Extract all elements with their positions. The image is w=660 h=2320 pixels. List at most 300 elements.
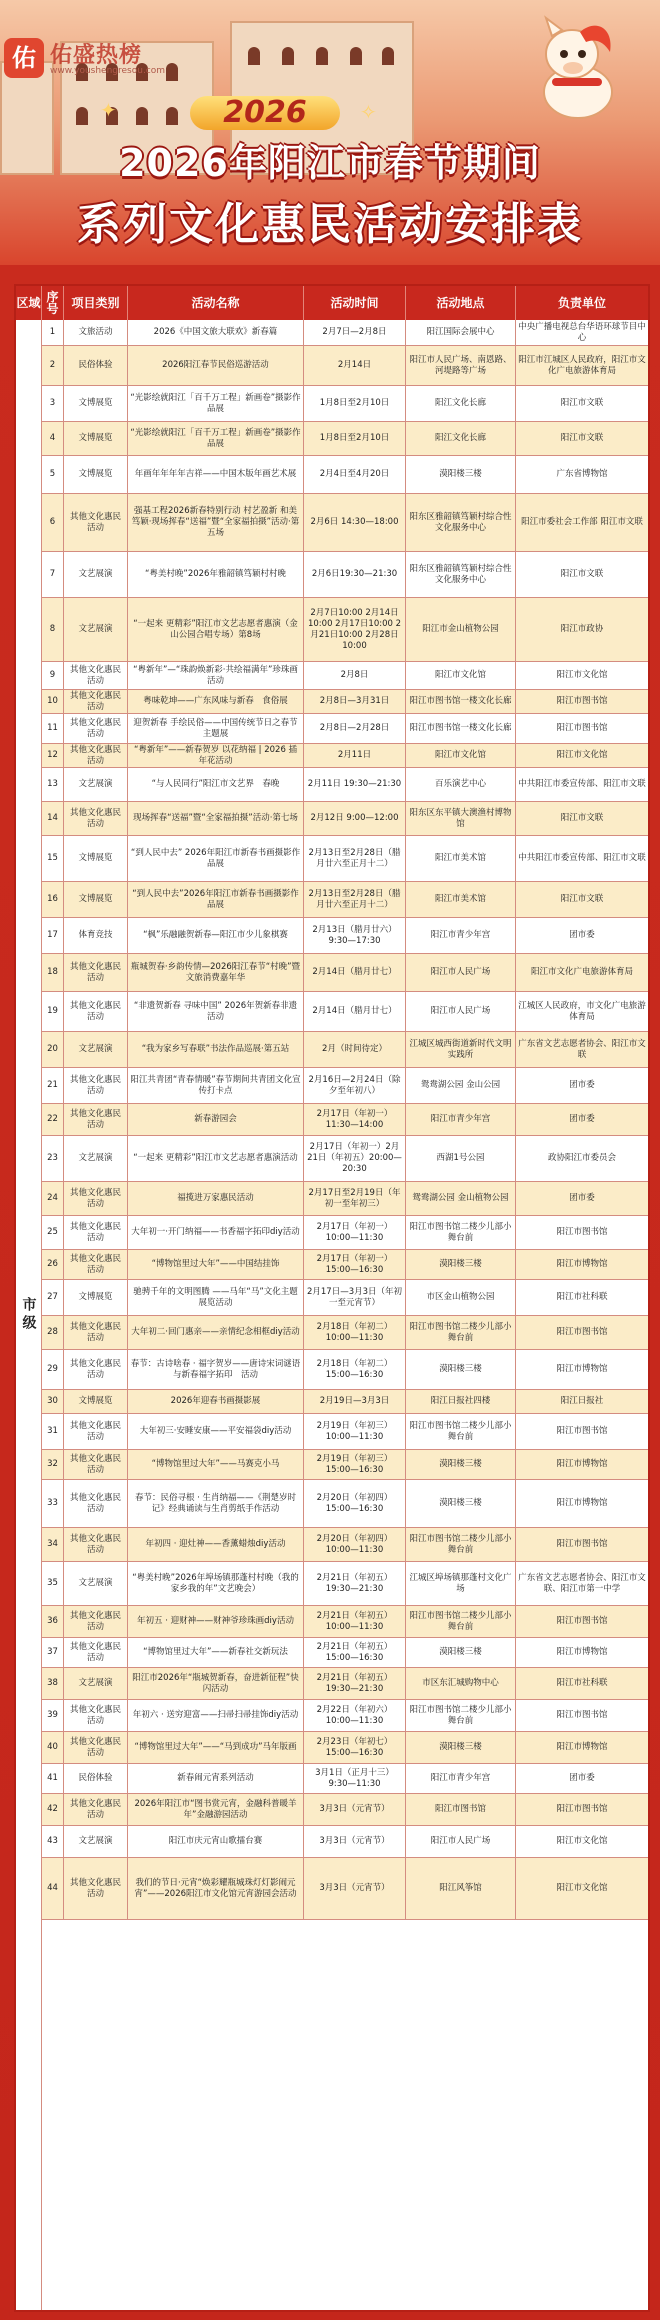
row-name: 阳江市2026年“瓶城贺新春，奋进新征程”快闪活动 [128, 1668, 304, 1699]
table-row [42, 1068, 648, 1104]
table-row [42, 1606, 648, 1638]
row-time: 2月（时间待定） [304, 1032, 406, 1067]
row-unit: 广东省文艺志愿者协会、阳江市文联 [518, 1038, 646, 1060]
row-no: 16 [42, 882, 64, 917]
table-row [42, 494, 648, 552]
row-name: 强基工程2026新春特别行动 村艺盈新 和美笃颖·现场挥春“送福”暨“全家福拍摄”活动·第五场 [128, 494, 304, 551]
row-unit: 阳江日报社 [560, 1396, 604, 1406]
row-unit: 阳江市图书馆 [556, 1616, 608, 1626]
row-name: 大年初一·开门纳福——书香福字拓印diy活动 [128, 1216, 304, 1249]
row-type: 文艺展演 [64, 1032, 128, 1067]
table-body [16, 320, 648, 2310]
row-type: 文博展览 [64, 882, 128, 917]
row-no: 23 [42, 1136, 64, 1181]
table-row [42, 954, 648, 992]
row-name: “与人民同行”阳江市文艺界 春晚 [128, 768, 304, 801]
table-row [42, 1668, 648, 1700]
row-type: 其他文化惠民活动 [64, 1480, 128, 1527]
row-name: 新春闹元宵系列活动 [128, 1764, 304, 1793]
row-type: 其他文化惠民活动 [64, 1794, 128, 1825]
row-type: 文艺展演 [64, 1826, 128, 1857]
year-badge: 2026 [190, 96, 340, 130]
row-unit: 阳江市文化馆 [556, 750, 608, 760]
row-name: “光影绘就阳江「百千万工程」新画卷”摄影作品展 [128, 386, 304, 421]
row-type: 其他文化惠民活动 [64, 954, 128, 991]
row-place: 阳江市美术馆 [406, 882, 516, 917]
row-place: 鸳鸯湖公园 金山公园 [406, 1068, 516, 1103]
row-unit: 阳江市委社会工作部 阳江市文联 [521, 517, 643, 527]
row-name: “一起来 更精彩”阳江市文艺志愿者惠演活动 [128, 1136, 304, 1181]
row-place: 阳江市青少年宫 [406, 918, 516, 953]
table-row [42, 1638, 648, 1668]
row-unit: 阳江市文化馆 [556, 1836, 608, 1846]
row-no: 20 [42, 1032, 64, 1067]
row-place: 阳江日报社四楼 [406, 1390, 516, 1413]
row-unit: 团市委 [569, 1114, 595, 1124]
row-no: 15 [42, 836, 64, 881]
row-type: 其他文化惠民活动 [64, 714, 128, 743]
table-row [42, 744, 648, 768]
row-no: 38 [42, 1668, 64, 1699]
row-place: 江城区埠场镇那蓬村文化广场 [406, 1562, 516, 1605]
page-title: 2026年阳江市春节期间 [119, 141, 541, 185]
row-time: 2月19日—3月3日 [304, 1390, 406, 1413]
row-no: 43 [42, 1826, 64, 1857]
table-row [42, 802, 648, 836]
row-name: 春节：民俗寻根 · 生肖纳福——《荆楚岁时记》经典诵读与生肖剪纸手作活动 [128, 1480, 304, 1527]
row-place: 阳江市人民广场 [406, 954, 516, 991]
row-place: 漠阳楼三楼 [406, 1638, 516, 1667]
row-place: 漠阳楼三楼 [406, 1350, 516, 1389]
row-name: “一起来 更精彩”阳江市文艺志愿者惠演（金山公园合唱专场）第8场 [128, 598, 304, 661]
row-place: 市区金山植物公园 [406, 1280, 516, 1315]
row-unit: 阳江市博物馆 [556, 1459, 608, 1469]
row-type: 其他文化惠民活动 [64, 744, 128, 767]
row-type: 文博展览 [64, 836, 128, 881]
row-time: 3月1日（正月十三）9:30—11:30 [304, 1764, 406, 1793]
row-place: 阳江市图书馆二楼少儿部小舞台前 [406, 1414, 516, 1449]
sparkle-icon: ✦ [100, 98, 117, 122]
row-place: 阳江市人民广场、南恩路、河堤路等广场 [406, 346, 516, 385]
row-place: 阳江市图书馆二楼少儿部小舞台前 [406, 1316, 516, 1349]
table-row [42, 456, 648, 494]
row-place: 漠阳楼三楼 [406, 456, 516, 493]
row-place: 阳江市美术馆 [406, 836, 516, 881]
table-row [42, 1032, 648, 1068]
row-unit: 阳江市社科联 [556, 1292, 608, 1302]
row-unit: 阳江市文化馆 [556, 670, 608, 680]
row-no: 25 [42, 1216, 64, 1249]
row-name: “非遗贺新春 寻味中国” 2026年贺新春非遗活动 [128, 992, 304, 1031]
row-no: 37 [42, 1638, 64, 1667]
row-no: 14 [42, 802, 64, 835]
row-name: 大年初三·安睡安康——平安福袋diy活动 [128, 1414, 304, 1449]
row-time: 2月17日（年初一）10:00—11:30 [304, 1216, 406, 1249]
row-unit: 阳江市博物馆 [556, 1259, 608, 1269]
row-no: 34 [42, 1528, 64, 1561]
row-no: 5 [42, 456, 64, 493]
row-time: 2月7日10:00 2月14日10:00 2月17日10:00 2月21日10:00 2月28日10:00 [304, 598, 406, 661]
row-no: 12 [42, 744, 64, 767]
table-row [42, 1350, 648, 1390]
row-unit: 江城区人民政府，市文化广电旅游体育局 [518, 1000, 646, 1022]
row-unit: 阳江市图书馆 [556, 723, 608, 733]
row-place: 阳江市图书馆 [406, 1794, 516, 1825]
row-unit: 阳江市江城区人民政府，阳江市文化广电旅游体育局 [518, 354, 646, 376]
row-no: 41 [42, 1764, 64, 1793]
row-time: 2月14日 [304, 346, 406, 385]
row-type: 其他文化惠民活动 [64, 1350, 128, 1389]
row-type: 其他文化惠民活动 [64, 1182, 128, 1215]
row-time: 2月20日（年初四）10:00—11:30 [304, 1528, 406, 1561]
logo-text: 佑盛热榜 [50, 43, 143, 68]
row-no: 27 [42, 1280, 64, 1315]
row-name: 2026阳江春节民俗巡游活动 [128, 346, 304, 385]
row-type: 文博展览 [64, 456, 128, 493]
table-row [42, 1104, 648, 1136]
table-row [42, 598, 648, 662]
row-type: 文艺展演 [64, 598, 128, 661]
row-no: 36 [42, 1606, 64, 1637]
row-time: 2月23日（年初七）15:00—16:30 [304, 1732, 406, 1763]
row-no: 44 [42, 1858, 64, 1919]
row-place: 阳江国际会展中心 [406, 320, 516, 345]
row-no: 11 [42, 714, 64, 743]
row-place: 阳江市图书馆二楼少儿部小舞台前 [406, 1700, 516, 1731]
row-time: 2月21日（年初五）10:00—11:30 [304, 1606, 406, 1637]
row-place: 阳东区东平镇大澳渔村博物馆 [406, 802, 516, 835]
row-no: 33 [42, 1480, 64, 1527]
row-no: 4 [42, 422, 64, 455]
row-type: 文艺展演 [64, 1136, 128, 1181]
row-name: 福揽进万家惠民活动 [128, 1182, 304, 1215]
row-type: 其他文化惠民活动 [64, 690, 128, 713]
logo-url: www.youshengresou.com [50, 66, 166, 76]
table-row [42, 1316, 648, 1350]
table-row [42, 1390, 648, 1414]
row-type: 文艺展演 [64, 1562, 128, 1605]
table-row [42, 1562, 648, 1606]
row-type: 其他文化惠民活动 [64, 802, 128, 835]
header-unit: 负责单位 [557, 296, 606, 310]
row-name: 现场挥春“送福”暨“全家福拍摄”活动·第七场 [128, 802, 304, 835]
row-no: 31 [42, 1414, 64, 1449]
header-place: 活动地点 [406, 286, 516, 320]
row-time: 3月3日（元宵节） [304, 1794, 406, 1825]
row-unit: 阳江市博物馆 [556, 1498, 608, 1508]
row-unit: 阳江市图书馆 [556, 1804, 608, 1814]
row-unit: 阳江市图书馆 [556, 1426, 608, 1436]
row-no: 30 [42, 1390, 64, 1413]
row-unit: 阳江市博物馆 [556, 1364, 608, 1374]
row-unit: 团市委 [569, 1080, 595, 1090]
row-time: 2月4日至4月20日 [304, 456, 406, 493]
row-name: 新春游园会 [128, 1104, 304, 1135]
row-name: 迎贺新春 手绘民俗——中国传统节日之春节主题展 [128, 714, 304, 743]
row-type: 文博展览 [64, 1280, 128, 1315]
row-name: “到人民中去” 2026年阳江市新春书画摄影作品展 [128, 836, 304, 881]
schedule-table [14, 284, 650, 2312]
row-name: “枫”乐融融贺新春—阳江市少儿象棋赛 [128, 918, 304, 953]
row-unit: 阳江市文联 [560, 398, 604, 408]
row-time: 3月3日（元宵节） [304, 1858, 406, 1919]
row-type: 其他文化惠民活动 [64, 494, 128, 551]
table-row [42, 918, 648, 954]
table-row [42, 882, 648, 918]
table-row [42, 1250, 648, 1280]
row-name: “到人民中去”2026年阳江市新春书画摄影作品展 [128, 882, 304, 917]
header-banner [0, 0, 660, 265]
sparkle-icon: ✧ [360, 100, 377, 124]
row-place: 阳江市图书馆一楼文化长廊 [406, 714, 516, 743]
row-unit: 政协阳江市委员会 [547, 1153, 616, 1163]
row-place: 阳江文化长廊 [406, 386, 516, 421]
row-name: “博物馆里过大年”——中国结挂饰 [128, 1250, 304, 1279]
row-time: 2月21日（年初五）19:30—21:30 [304, 1562, 406, 1605]
table-row [42, 1764, 648, 1794]
table-row [42, 1450, 648, 1480]
table-row [42, 552, 648, 598]
row-no: 35 [42, 1562, 64, 1605]
row-type: 文旅活动 [64, 320, 128, 345]
row-place: 阳江市图书馆二楼少儿部小舞台前 [406, 1528, 516, 1561]
row-no: 3 [42, 386, 64, 421]
row-no: 40 [42, 1732, 64, 1763]
header-type: 项目类别 [64, 286, 128, 320]
table-row [42, 1480, 648, 1528]
row-place: 阳江市人民广场 [406, 1826, 516, 1857]
row-place: 阳江文化长廊 [406, 422, 516, 455]
row-type: 其他文化惠民活动 [64, 1732, 128, 1763]
row-name: “粤美村晚”2026年埠场镇那蓬村村晚（我的家乡我的年”文艺晚会） [128, 1562, 304, 1605]
row-unit: 阳江市图书馆 [556, 1227, 608, 1237]
row-time: 2月11日 19:30—21:30 [304, 768, 406, 801]
table-header [16, 286, 648, 320]
table-row [42, 1182, 648, 1216]
row-name: 大年初二·回门惠亲——亲情纪念相框diy活动 [128, 1316, 304, 1349]
row-unit: 阳江市文联 [560, 433, 604, 443]
row-unit: 中共阳江市委宣传部、阳江市文联 [518, 779, 646, 789]
row-unit: 阳江市文化广电旅游体育局 [530, 967, 633, 977]
row-place: 阳东区雅韶镇笃颖村综合性文化服务中心 [406, 494, 516, 551]
row-no: 32 [42, 1450, 64, 1479]
row-time: 3月3日（元宵节） [304, 1826, 406, 1857]
row-time: 2月8日—2月28日 [304, 714, 406, 743]
table-row [42, 836, 648, 882]
row-place: 漠阳楼三楼 [406, 1450, 516, 1479]
table-row [42, 1826, 648, 1858]
header-region: 区域 [16, 286, 42, 320]
row-no: 7 [42, 552, 64, 597]
row-name: “粤美村晚”2026年雅韶镇笃颖村村晚 [128, 552, 304, 597]
row-name: “我为家乡写春联”书法作品巡展·第五站 [128, 1032, 304, 1067]
row-time: 2月8日 [304, 662, 406, 689]
row-unit: 广东省文艺志愿者协会、阳江市文联、阳江市第一中学 [518, 1572, 646, 1594]
row-no: 18 [42, 954, 64, 991]
row-time: 2月13日至2月28日（腊月廿六至正月十二） [304, 882, 406, 917]
row-no: 1 [42, 320, 64, 345]
row-place: 阳江市青少年宫 [406, 1764, 516, 1793]
row-unit: 阳江市文联 [560, 569, 604, 579]
table-row [42, 662, 648, 690]
row-place: 市区东汇城购物中心 [406, 1668, 516, 1699]
row-place: 阳江市图书馆二楼少儿部小舞台前 [406, 1606, 516, 1637]
row-unit: 阳江市图书馆 [556, 1710, 608, 1720]
row-time: 2月17日至2月19日（年初一至年初三） [304, 1182, 406, 1215]
row-time: 2月6日19:30—21:30 [304, 552, 406, 597]
row-type: 民俗体验 [64, 1764, 128, 1793]
row-name: 2026《中国文旅大联欢》新春篇 [128, 320, 304, 345]
table-row [42, 1280, 648, 1316]
row-no: 39 [42, 1700, 64, 1731]
row-type: 体育竞技 [64, 918, 128, 953]
row-type: 其他文化惠民活动 [64, 1858, 128, 1919]
row-time: 2月19日（年初三）15:00—16:30 [304, 1450, 406, 1479]
header-no: 序号 [42, 286, 64, 320]
row-name: “博物馆里过大年”——新春社交新玩法 [128, 1638, 304, 1667]
table-row [42, 1414, 648, 1450]
region-cell: 市级 [16, 320, 42, 2310]
row-unit: 中央广播电视总台华语环球节目中心 [518, 321, 646, 343]
row-time: 2月16日—2月24日（除夕至年初八） [304, 1068, 406, 1103]
row-place: 阳江市人民广场 [406, 992, 516, 1031]
row-no: 10 [42, 690, 64, 713]
row-time: 1月8日至2月10日 [304, 386, 406, 421]
row-name: 年初四 · 迎灶神——香薰蜡烛diy活动 [128, 1528, 304, 1561]
table-row [42, 346, 648, 386]
row-unit: 阳江市博物馆 [556, 1647, 608, 1657]
row-time: 2月11日 [304, 744, 406, 767]
table-row [42, 768, 648, 802]
row-type: 其他文化惠民活动 [64, 992, 128, 1031]
table-row [42, 422, 648, 456]
row-unit: 中共阳江市委宣传部、阳江市文联 [518, 853, 646, 863]
table-row [42, 1136, 648, 1182]
row-name: “粤新年”——新春贺岁 以花纳福 | 2026 插年花活动 [128, 744, 304, 767]
row-time: 2月22日（年初六）10:00—11:30 [304, 1700, 406, 1731]
row-no: 21 [42, 1068, 64, 1103]
row-time: 2月14日（腊月廿七） [304, 954, 406, 991]
row-time: 2月7日—2月8日 [304, 320, 406, 345]
row-place: 西湖1号公园 [406, 1136, 516, 1181]
row-unit: 广东省博物馆 [556, 469, 608, 479]
header-name: 活动名称 [128, 286, 304, 320]
row-no: 9 [42, 662, 64, 689]
row-time: 2月6日 14:30—18:00 [304, 494, 406, 551]
row-type: 文艺展演 [64, 1668, 128, 1699]
row-time: 1月8日至2月10日 [304, 422, 406, 455]
row-place: 阳东区雅韶镇笃颖村综合性文化服务中心 [406, 552, 516, 597]
row-type: 其他文化惠民活动 [64, 1414, 128, 1449]
table-row [42, 992, 648, 1032]
table-row [42, 320, 648, 346]
row-type: 文博展览 [64, 386, 128, 421]
row-unit: 团市委 [569, 930, 595, 940]
header-time: 活动时间 [304, 286, 406, 320]
row-place: 阳江市文化馆 [406, 662, 516, 689]
row-no: 8 [42, 598, 64, 661]
row-unit: 团市委 [569, 1193, 595, 1203]
table-row [42, 690, 648, 714]
table-row [42, 1216, 648, 1250]
row-type: 其他文化惠民活动 [64, 1528, 128, 1561]
row-type: 其他文化惠民活动 [64, 662, 128, 689]
row-no: 19 [42, 992, 64, 1031]
row-name: “光影绘就阳江「百千万工程」新画卷”摄影作品展 [128, 422, 304, 455]
row-name: 阳江共青团“青春情暖”春节期间共青团文化宣传打卡点 [128, 1068, 304, 1103]
row-type: 其他文化惠民活动 [64, 1450, 128, 1479]
row-type: 其他文化惠民活动 [64, 1216, 128, 1249]
row-type: 其他文化惠民活动 [64, 1606, 128, 1637]
row-name: 粤味乾坤——广东风味与新春 食俗展 [128, 690, 304, 713]
row-place: 漠阳楼三楼 [406, 1480, 516, 1527]
row-type: 其他文化惠民活动 [64, 1700, 128, 1731]
row-place: 阳江风筝馆 [406, 1858, 516, 1919]
row-unit: 阳江市文联 [560, 894, 604, 904]
horse-mascot-icon [516, 12, 636, 132]
row-time: 2月14日（腊月廿七） [304, 992, 406, 1031]
row-name: 春节：古诗啥春 · 福字贺岁——唐诗宋词谜语与新春福字拓印 活动 [128, 1350, 304, 1389]
row-time: 2月17日（年初一）2月21日（年初五）20:00—20:30 [304, 1136, 406, 1181]
row-name: “博物馆里过大年”——“马到成功”马年版画 [128, 1732, 304, 1763]
row-unit: 阳江市文化馆 [556, 1883, 608, 1893]
row-time: 2月21日（年初五）15:00—16:30 [304, 1638, 406, 1667]
row-unit: 阳江市图书馆 [556, 1539, 608, 1549]
row-type: 民俗体验 [64, 346, 128, 385]
row-time: 2月18日（年初二）15:00—16:30 [304, 1350, 406, 1389]
row-time: 2月13日至2月28日（腊月廿六至正月十二） [304, 836, 406, 881]
table-row [42, 1858, 648, 1920]
row-name: 我们的节日·元宵“焕彩耀瓶城珠灯灯影闹元宵”——2026阳江市文化馆元宵游园会活动 [128, 1858, 304, 1919]
row-name: 2026年迎春书画摄影展 [128, 1390, 304, 1413]
row-place: 漠阳楼三楼 [406, 1732, 516, 1763]
row-no: 26 [42, 1250, 64, 1279]
row-place: 阳江市青少年宫 [406, 1104, 516, 1135]
row-time: 2月17日（年初一）11:30—14:00 [304, 1104, 406, 1135]
row-name: 2026年阳江市“图书赏元宵，金融科普暖羊年”金融游园活动 [128, 1794, 304, 1825]
row-unit: 阳江市文联 [560, 813, 604, 823]
row-name: 年画年年年年吉祥——中国木版年画艺术展 [128, 456, 304, 493]
row-time: 2月19日（年初三）10:00—11:30 [304, 1414, 406, 1449]
row-place: 漠阳楼三楼 [406, 1250, 516, 1279]
table-row [42, 1528, 648, 1562]
logo-icon: 佑 [4, 38, 44, 78]
row-unit: 阳江市图书馆 [556, 696, 608, 706]
row-no: 24 [42, 1182, 64, 1215]
row-place: 江城区城西街道新时代文明实践所 [406, 1032, 516, 1067]
page-subtitle: 系列文化惠民活动安排表 [77, 199, 583, 250]
row-time: 2月20日（年初四）15:00—16:30 [304, 1480, 406, 1527]
row-no: 13 [42, 768, 64, 801]
row-time: 2月13日（腊月廿六）9:30—17:30 [304, 918, 406, 953]
row-place: 阳江市图书馆二楼少儿部小舞台前 [406, 1216, 516, 1249]
row-no: 2 [42, 346, 64, 385]
table-row [42, 714, 648, 744]
row-name: 年初五 · 迎财神——财神爷珍珠画diy活动 [128, 1606, 304, 1637]
row-time: 2月12日 9:00—12:00 [304, 802, 406, 835]
row-type: 其他文化惠民活动 [64, 1068, 128, 1103]
row-type: 其他文化惠民活动 [64, 1104, 128, 1135]
row-type: 文艺展演 [64, 768, 128, 801]
row-name: 瓶城贺春·乡韵传情—2026阳江春节“村晚”暨文旅消费嘉年华 [128, 954, 304, 991]
row-no: 42 [42, 1794, 64, 1825]
row-unit: 团市委 [569, 1773, 595, 1783]
row-type: 文博展览 [64, 422, 128, 455]
row-place: 百乐演艺中心 [406, 768, 516, 801]
row-no: 22 [42, 1104, 64, 1135]
table-row [42, 1700, 648, 1732]
row-place: 鸳鸯湖公园 金山植物公园 [406, 1182, 516, 1215]
